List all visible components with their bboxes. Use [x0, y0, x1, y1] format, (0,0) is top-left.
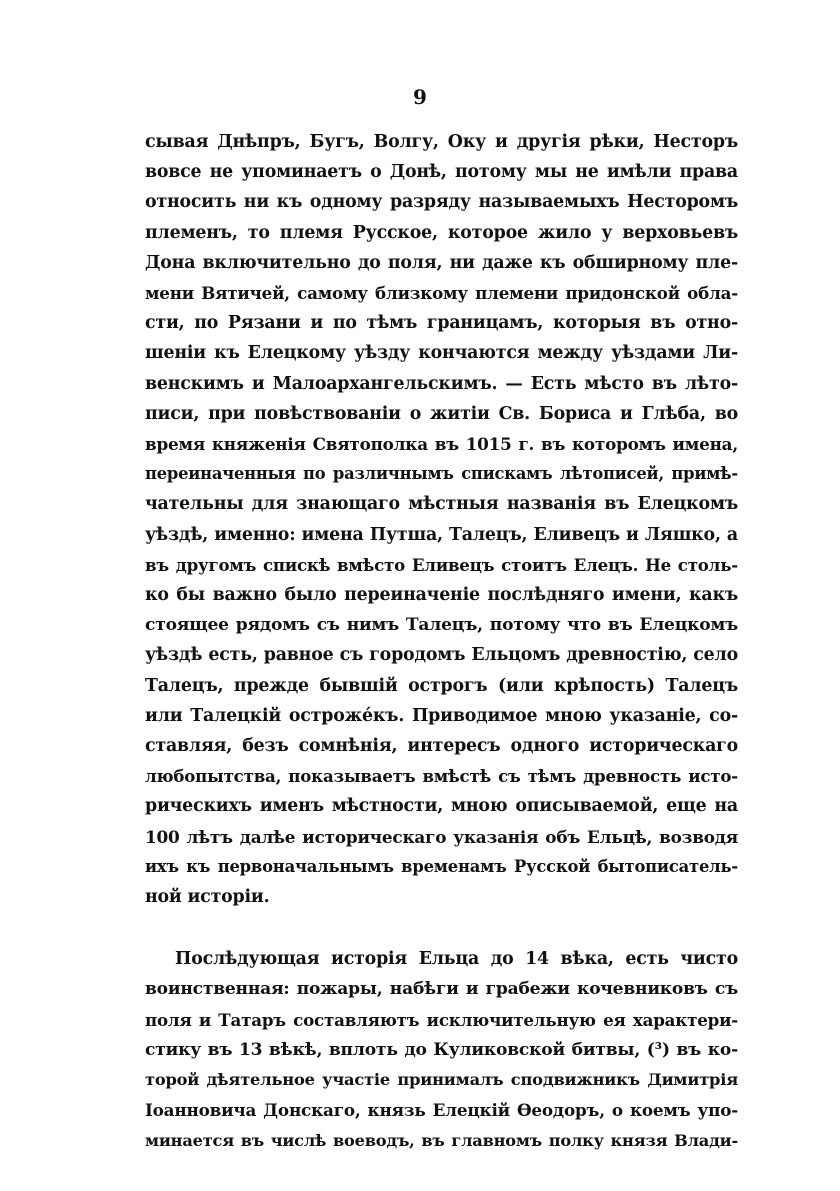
text-line: писи, при повѣствованіи о житіи Св. Бориса и Глѣба, во [145, 403, 738, 424]
text-line: относить ни къ одному разряду называемыхъ Несторомъ [145, 192, 738, 213]
text-line: стоящее рядомъ съ нимъ Талецъ, потому что въ Елецкомъ [145, 615, 738, 636]
text-line: ставляя, безъ сомнѣнія, интересъ одного историческаго [145, 736, 738, 757]
text-line: Послѣдующая исторія Ельца до 14 вѣка, есть чисто [175, 949, 738, 970]
text-line: мени Вятичей, самому близкому племени придонской обла- [145, 283, 738, 304]
page-number: 9 [413, 85, 427, 109]
text-line: 100 лѣтъ далѣе историческаго указанія объ Ельцѣ, возводя [145, 826, 738, 847]
text-line: стику въ 13 вѣкѣ, вплоть до Куликовской битвы, (³) въ ко- [145, 1039, 738, 1060]
paragraph-2 [145, 944, 738, 1155]
text-line: шеніи къ Елецкому уѣзду кончаются между уѣздами Ли- [145, 343, 738, 364]
text-line: уѣздѣ есть, равное съ городомъ Ельцомъ древностію, село [145, 645, 738, 666]
text-line: любопытства, показываетъ вмѣстѣ съ тѣмъ древность исто- [145, 766, 738, 787]
text-line: время княженія Святополка въ 1015 г. въ которомъ имена, [145, 434, 738, 455]
text-line: или Талецкій остроже́къ. Приводимое мною указаніе, со- [145, 705, 738, 726]
text-line: вовсе не упоминаетъ о Донѣ, потому мы не имѣли права [145, 162, 738, 183]
text-line: венскимъ и Малоархангельскимъ. — Есть мѣсто въ лѣто- [145, 373, 738, 394]
text-line: ко бы важно было переиначеніе послѣдняго имени, какъ [145, 585, 738, 606]
text-line: Іоанновича Донскаго, князь Елецкій Ѳеодоръ, о коемъ упо- [145, 1100, 738, 1121]
text-line: торой дѣятельное участіе принималъ сподвижникъ Димитрія [145, 1070, 738, 1090]
body-text [145, 127, 738, 1156]
text-line: уѣздѣ, именно: имена Путша, Талецъ, Еливецъ и Ляшко, а [145, 524, 738, 545]
text-line: чательны для знающаго мѣстныя названія въ Елецкомъ [145, 494, 738, 515]
paragraph-gap [145, 912, 738, 944]
text-line: въ другомъ спискѣ вмѣсто Еливецъ стоитъ Елецъ. Не столь- [145, 554, 738, 575]
text-line: сти, по Рязани и по тѣмъ границамъ, которыя въ отно- [145, 313, 738, 334]
text-line: ной исторіи. [145, 887, 270, 908]
paragraph-1 [145, 127, 738, 912]
text-line: сывая Днѣпръ, Бугъ, Волгу, Оку и другія рѣки, Несторъ [145, 132, 738, 152]
text-line: рическихъ именъ мѣстности, мною описываемой, еще на [145, 796, 738, 817]
text-line: минается въ числѣ воеводъ, въ главномъ полку князя Влади- [145, 1130, 738, 1150]
text-line: племенъ, то племя Русское, которое жило у верховьевъ [145, 222, 738, 243]
text-line: переиначенныя по различнымъ спискамъ лѣтописей, примѣ- [145, 464, 738, 484]
text-line: ихъ къ первоначальнымъ временамъ Русской бытописатель- [145, 856, 738, 876]
text-line: воинственная: пожары, набѣги и грабежи кочевниковъ съ [145, 979, 738, 1000]
text-line: поля и Татаръ составляютъ исключительную ея характери- [145, 1009, 738, 1030]
text-line: Дона включительно до поля, ни даже къ обширному пле- [145, 252, 738, 273]
text-line: Талецъ, прежде бывшій острогъ (или крѣпость) Талецъ [145, 675, 738, 696]
